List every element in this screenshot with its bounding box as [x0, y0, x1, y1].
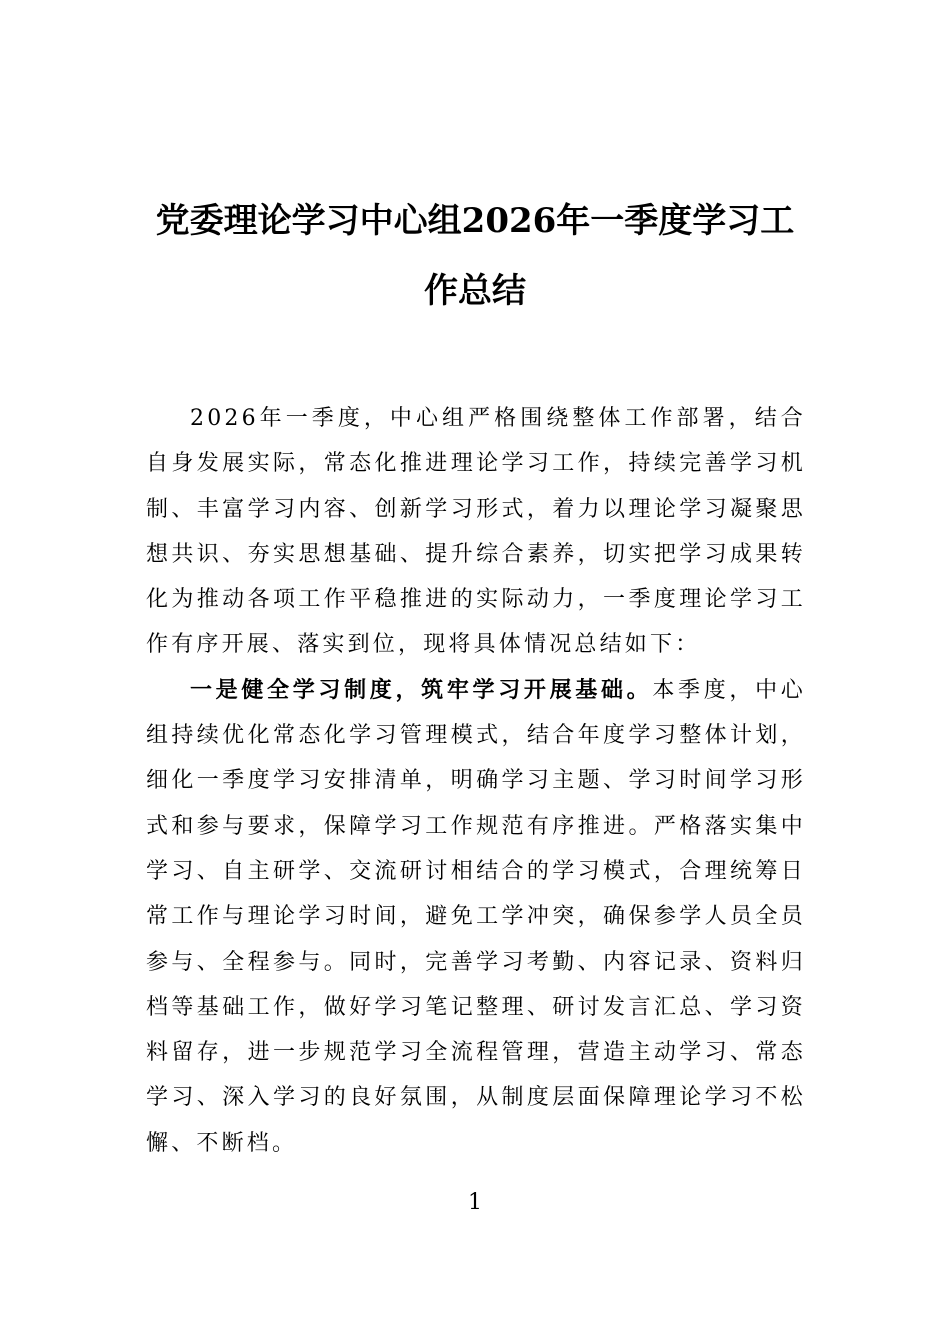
document-title: [140, 186, 810, 326]
title-line-2: 作总结: [424, 271, 526, 311]
page-number: 1: [468, 1190, 482, 1215]
section-lead-heading: 一是健全学习制度，筑牢学习开展基础。: [190, 676, 653, 703]
intro-paragraph: 2026年一季度，中心组严格围绕整体工作部署，结合自身发展实际，常态化推进理论学习工作，持续完善学习机制、丰富学习内容、创新学习形式，着力以理论学习凝聚思想共识、夯实思想基础、提升综合素养，切实把学习成果转化为推动各项工作平稳推进的实际动力，一季度理论学习工作有序开展、落实到位，现将具体情况总结如下：: [146, 406, 806, 658]
title-line-1: 党委理论学习中心组2026年一季度学习工: [155, 201, 795, 241]
section-body-text: 本季度，中心组持续优化常态化学习管理模式，结合年度学习整体计划，细化一季度学习安排清单，明确学习主题、学习时间学习形式和参与要求，保障学习工作规范有序推进。严格落实集中学习、自主研学、交流研讨相结合的学习模式，合理统筹日常工作与理论学习时间，避免工学冲突，确保参学人员全员参与、全程参与。同时，完善学习考勤、内容记录、资料归档等基础工作，做好学习笔记整理、研讨发言汇总、学习资料留存，进一步规范学习全流程管理，营造主动学习、常态学习、深入学习的良好氛围，从制度层面保障理论学习不松懈、不断档。: [146, 677, 806, 1156]
document-body: [146, 396, 806, 1166]
section-paragraph: [146, 668, 806, 1166]
